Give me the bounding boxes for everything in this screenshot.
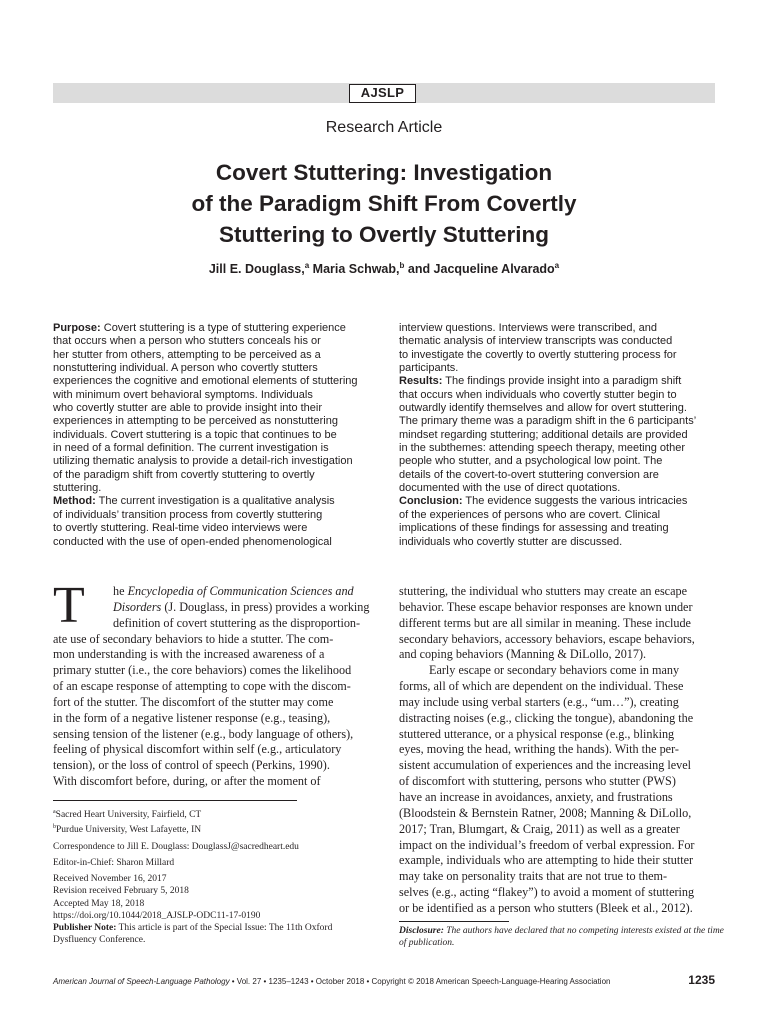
abstract-line: her stutter from others, attempting to be perceived as a xyxy=(53,348,321,361)
footnote-divider xyxy=(53,800,297,801)
abstract-line: experiences in attempting to be perceived as nonstuttering xyxy=(53,415,338,428)
abstract-line: who covertly stutter are able to provide insight into their xyxy=(53,402,323,415)
article-title xyxy=(0,157,768,250)
affiliation-mark: b xyxy=(53,824,56,831)
correspondence: Correspondence to Jill E. Douglass: DouglassJ@sacredheart.edu xyxy=(53,841,299,852)
body-line: stuttered utterance, or a physical response (e.g., blinking xyxy=(399,726,675,741)
body-line: primary stutter (i.e., the core behaviors) comes the likelihood xyxy=(53,663,352,678)
disclosure-label: Disclosure: xyxy=(399,926,444,936)
abstract-line: utilizing thematic analysis to provide a detail-rich investigation xyxy=(53,455,353,468)
body-line: different terms but are all similar in meaning. These include xyxy=(399,615,691,630)
body-line: behavior. These escape behavior responses are known under xyxy=(399,599,693,614)
body-line xyxy=(53,584,371,600)
abstract-line: implications of these findings for assessing and treating xyxy=(399,522,669,535)
abstract-left-column xyxy=(53,322,373,549)
encyclopedia-title: Encyclopedia of Communication Sciences and xyxy=(127,584,354,598)
abstract-line: details of the covert-to-overt stuttering conversion are xyxy=(399,468,659,481)
body-right-column xyxy=(399,584,717,917)
method-label: Method: xyxy=(53,495,96,508)
body-line: distracting noises (e.g., clicking the tongue), abandoning the xyxy=(399,710,694,725)
disclosure-line: of publication. xyxy=(399,938,455,948)
abstract-line xyxy=(399,375,719,388)
publisher-note: Dysfluency Conference. xyxy=(53,935,146,946)
abstract-line: individuals who covertly stutter are discussed. xyxy=(399,535,623,548)
body-line: sensing tension of the listener (e.g., body language of others), xyxy=(53,726,354,741)
body-line xyxy=(53,600,371,616)
article-type: Research Article xyxy=(325,119,443,136)
abstract-line: individuals. Covert stuttering is a topic that continues to be xyxy=(53,428,337,441)
abstract-line: of the paradigm shift from covertly stuttering to overtly xyxy=(53,468,315,481)
abstract-line xyxy=(53,322,373,335)
body-line: stuttering, the individual who stutters may create an escape xyxy=(399,584,688,598)
revision-date: Revision received February 5, 2018 xyxy=(53,886,189,897)
purpose-label: Purpose: xyxy=(53,322,101,334)
abstract-line: people who stutter, and a psychological low point. The xyxy=(399,455,663,468)
author-affiliation-mark: b xyxy=(399,261,405,270)
body-line: Early escape or secondary behaviors come in many xyxy=(429,663,680,678)
body-line: of discomfort with stuttering, persons who stutter (PWS) xyxy=(399,774,676,789)
abstract-line xyxy=(53,495,373,508)
body-line: and coping behaviors (Manning & DiLollo, 2017). xyxy=(399,647,647,662)
abstract-right-column xyxy=(399,322,719,549)
page-number: 1235 xyxy=(688,973,715,987)
abstract-line: with minimum overt behavioral symptoms. Individuals xyxy=(53,388,313,401)
abstract-line: experiences the cognitive and emotional elements of stuttering xyxy=(53,375,358,388)
disclosure-line xyxy=(399,925,724,937)
affiliation xyxy=(53,821,383,836)
doi-link[interactable]: https://doi.org/10.1044/2018_AJSLP-ODC11-17-0190 xyxy=(53,910,261,921)
body-line: have an increase in avoidances, anxiety, and frustrations xyxy=(399,789,673,804)
encyclopedia-title: Disorders xyxy=(113,599,162,614)
citation-info: • Vol. 27 • 1235–1243 • October 2018 • Copyright © 2018 American Speech-Language-Hearing Association xyxy=(229,977,611,986)
body-text: he xyxy=(113,584,128,598)
body-line: ate use of secondary behaviors to hide a stutter. The com- xyxy=(53,631,334,646)
abstract-line: thematic analysis of interview transcripts was conducted xyxy=(399,335,673,348)
received-date: Received November 16, 2017 xyxy=(53,874,167,885)
abstract-line: of individuals’ transition process from covertly stuttering xyxy=(53,508,323,521)
publisher-note-label: Publisher Note: xyxy=(53,922,117,933)
title-line: Stuttering to Overtly Stuttering xyxy=(218,222,549,247)
body-line: in the form of a negative listener response (e.g., teasing), xyxy=(53,710,331,725)
publisher-note xyxy=(53,922,383,934)
body-line: of an escape response of attempting to cope with the discom- xyxy=(53,679,351,694)
author-name: Maria Schwab, xyxy=(309,262,400,277)
abstract-line: documented with the use of direct quotations. xyxy=(399,482,621,495)
abstract-line: in the subthemes: attending speech therapy, meeting other xyxy=(399,442,685,455)
author-name: Jill E. Douglass, xyxy=(208,262,305,277)
abstract-line: in need of a formal definition. The current investigation is xyxy=(53,442,329,455)
disclosure-text: The authors have declared that no competing interests existed at the time xyxy=(443,926,724,936)
abstract-line: mindset regarding stuttering; additional details are provided xyxy=(399,428,688,441)
abstract-text: The current investigation is a qualitative analysis xyxy=(95,495,335,508)
abstract-line xyxy=(399,495,719,508)
abstract-text: Covert stuttering is a type of stuttering experience xyxy=(100,322,346,334)
abstract-text: The findings provide insight into a paradigm shift xyxy=(442,375,682,388)
disclosure-divider xyxy=(399,921,509,922)
body-line: selves (e.g., acting “flakey”) to avoid a moment of stuttering xyxy=(399,885,695,900)
affiliation-text: Sacred Heart University, Fairfield, CT xyxy=(55,810,202,821)
body-line: (Bloodstein & Bernstein Ratner, 2008; Manning & DiLollo, xyxy=(399,805,692,820)
body-line: sistent accumulation of experiences and the increasing level xyxy=(399,758,692,773)
editor-in-chief: Editor-in-Chief: Sharon Millard xyxy=(53,857,175,868)
abstract-line: participants. xyxy=(399,362,459,375)
publisher-note-text: This article is part of the Special Issue: The 11th Oxford xyxy=(116,922,333,933)
body-line: may take on personality traits that are not true to them- xyxy=(399,869,668,884)
body-line: mon understanding is with the increased awareness of a xyxy=(53,647,325,662)
abstract-line: stuttering. xyxy=(53,482,102,495)
title-line: Covert Stuttering: Investigation xyxy=(215,160,553,185)
journal-badge: AJSLP xyxy=(349,84,416,103)
body-line: 2017; Tran, Blumgart, & Craig, 2011) as well as a greater xyxy=(399,821,680,836)
abstract-line: that occurs when a person who stutters conceals his or xyxy=(53,335,321,348)
body-line: secondary behaviors, accessory behaviors, escape behaviors, xyxy=(399,631,695,646)
body-line: fort of the stutter. The discomfort of the stutter may come xyxy=(53,694,334,709)
body-line: forms, all of which are dependent on the individual. These xyxy=(399,679,684,694)
conclusion-label: Conclusion: xyxy=(399,495,463,508)
abstract-line: The primary theme was a paradigm shift in the 6 participants’ xyxy=(399,415,697,428)
body-left-column xyxy=(53,577,371,790)
body-line: tension), or the loss of control of speech (Perkins, 1990). xyxy=(53,758,330,773)
abstract-line: to overtly stuttering. Real-time video interviews were xyxy=(53,522,308,535)
body-line: feeling of physical discomfort within self (e.g., articulatory xyxy=(53,742,342,757)
drop-cap: T xyxy=(53,577,85,634)
page-footer xyxy=(53,973,715,987)
abstract-line: that occurs when individuals who covertly stutter begin to xyxy=(399,388,677,401)
affiliation xyxy=(53,806,383,821)
author-list xyxy=(0,261,768,276)
abstract-line: to investigate the covertly to overtly stuttering process for xyxy=(399,348,677,361)
accepted-date: Accepted May 18, 2018 xyxy=(53,898,145,909)
body-line: example, individuals who are attempting to hide their stutter xyxy=(399,853,694,868)
abstract-line: of the experiences of persons who are covert. Clinical xyxy=(399,508,661,521)
body-line: may include using verbal starters (e.g., “um…”), creating xyxy=(399,694,679,709)
author-name: and Jacqueline Alvarado xyxy=(404,262,555,277)
body-line: With discomfort before, during, or after the moment of xyxy=(53,774,321,789)
abstract-line: interview questions. Interviews were transcribed, and xyxy=(399,322,658,334)
body-line: or be identified as a person who stutters (Bleek et al., 2012). xyxy=(399,900,693,915)
abstract-text: The evidence suggests the various intricacies xyxy=(462,495,688,508)
journal-name: American Journal of Speech-Language Pathology xyxy=(53,977,230,986)
footnotes xyxy=(53,806,383,946)
disclosure xyxy=(399,925,724,949)
body-text: (J. Douglass, in press) provides a working xyxy=(161,599,370,614)
author-affiliation-mark: a xyxy=(554,261,560,270)
body-line: impact on the individual’s freedom of verbal expression. For xyxy=(399,837,695,852)
abstract-line: conducted with the use of open-ended phenomenological xyxy=(53,535,332,548)
results-label: Results: xyxy=(399,375,443,388)
affiliation-mark: a xyxy=(53,809,56,815)
abstract-line: outwardly identify themselves and allow for overt stuttering. xyxy=(399,402,687,415)
author-affiliation-mark: a xyxy=(304,261,310,270)
abstract-line: nonstuttering individual. A person who covertly stutters xyxy=(53,362,318,375)
affiliation-text: Purdue University, West Lafayette, IN xyxy=(56,825,202,836)
title-line: of the Paradigm Shift From Covertly xyxy=(191,191,577,216)
body-line: definition of covert stuttering as the disproportion- xyxy=(113,615,361,630)
body-line: eyes, moving the head, writhing the hands). With the per- xyxy=(399,742,679,757)
